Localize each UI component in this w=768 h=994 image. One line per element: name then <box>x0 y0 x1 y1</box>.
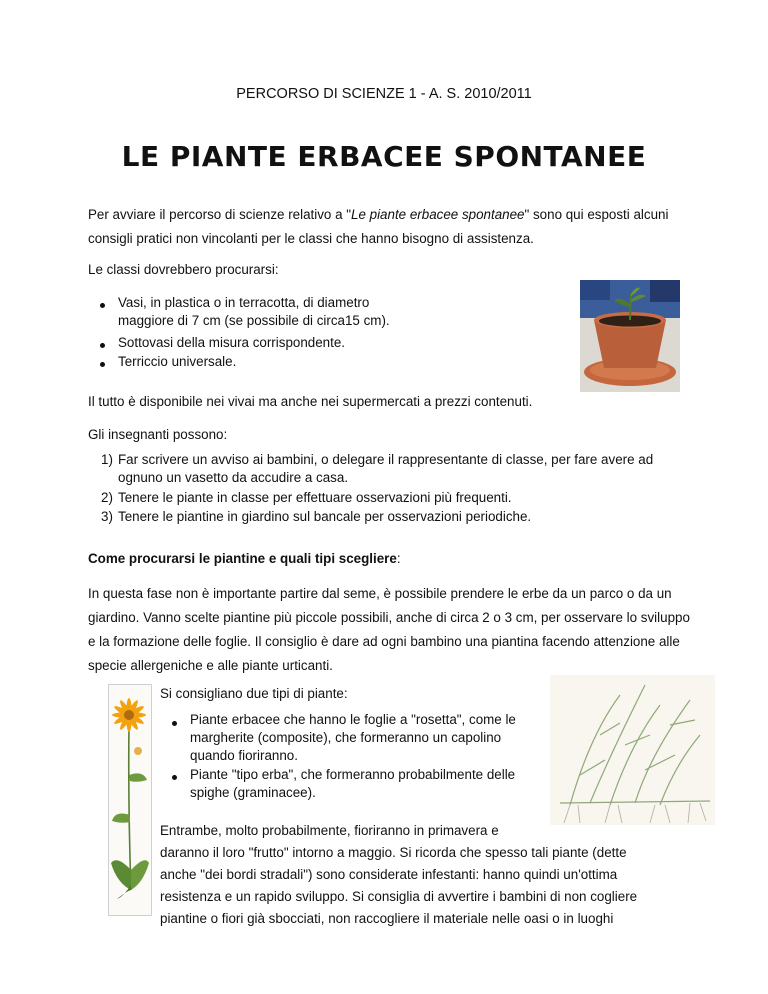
intro-paragraph <box>88 203 688 251</box>
document-title: LE PIANTE ERBACEE SPONTANEE <box>121 140 647 173</box>
closing-line: piantine o fiori già sbocciati, non raccogliere il materiale nelle oasi o in luoghi <box>160 911 614 926</box>
bullet-icon <box>172 721 177 726</box>
suggest-label: Si consigliano due tipi di piante: <box>160 686 348 701</box>
section-paragraph: In questa fase non è importante partire dal seme, è possibile prendere le erbe da un parco o da un giardino. Vanno scelte piantine più piccole possibili, anche di circa 2 o 3 cm, per osservare lo sviluppo e la formazione delle foglie. Il consiglio è dare ad ogni bambino una piantina facendo attenzione alle specie allergeniche e alle piante urticanti. <box>88 586 690 673</box>
potted-plant-photo <box>580 280 680 392</box>
flower-illustration <box>108 684 152 916</box>
intro-text-start: Per avviare il percorso di scienze relativo a " <box>88 207 352 222</box>
course-header: PERCORSO DI SCIENZE 1 - A. S. 2010/2011 <box>236 86 532 102</box>
closing-line: Entrambe, molto probabilmente, fioriranno in primavera e <box>160 823 499 838</box>
classes-label: Le classi dovrebbero procurarsi: <box>88 262 279 277</box>
intro-text-end: " sono qui esposti alcuni consigli pratici non vincolanti per le classi che hanno bisogno di assistenza. <box>88 207 669 246</box>
closing-line: resistenza e un rapido sviluppo. Si consiglia di avvertire i bambini di non cogliere <box>160 889 638 904</box>
bullet-icon <box>100 303 105 308</box>
bullet-icon <box>172 775 177 780</box>
intro-emphasis: Le piante erbacee spontanee <box>351 207 525 222</box>
bullet-icon <box>100 362 105 367</box>
closing-line: anche "dei bordi stradali") sono considerate infestanti: hanno quindi un'ottima <box>160 867 618 882</box>
section-heading-text: Come procurarsi le piantine e quali tipi scegliere <box>88 551 397 566</box>
grass-illustration <box>550 675 715 825</box>
availability-text: Il tutto è disponibile nei vivai ma anche nei supermercati a prezzi contenuti. <box>88 394 533 409</box>
bullet-icon <box>100 343 105 348</box>
document-page: PERCORSO DI SCIENZE 1 - A. S. 2010/2011 LE PIANTE ERBACEE SPONTANEE Per avviare il percorso di scienze relativo a "Le piante erbacee spontanee" sono qui esposti alcuni consigli pratici non vincolanti per le classi che hanno bisogno di assistenza. Le classi dovrebbero procurarsi: Vasi, in plastica o in terracotta, di diametro maggiore di 7 cm (se possibile di circa15 cm). Sottovasi della misura corrispondente. Terriccio universale. Il tutto è disponibile nei vivai ma anche nei supermercati a prezzi contenuti. Gli insegnanti possono: 1) Far scrivere un avviso ai bambini, o delegare il rappresentante di classe, per fare avere ad ognuno un vasetto da accudire a casa. 2) Tenere le piante in classe per effettuare osservazioni più frequenti. 3) Tenere le piantine in giardino sul bancale per osservazioni periodiche. Come procurarsi le piantine e quali tipi scegliere: In questa fase non è importante partire dal seme, è possibile prendere le erbe da un parco o da un giardino. Vanno scelte piantine più piccole possibili, anche di circa 2 o 3 cm, per osservare lo sviluppo e la formazione delle foglie. Il consiglio è dare ad ogni bambino una piantina facendo attenzione alle specie allergeniche e alle piante urticanti. Si consigliano due tipi di piante: Piante erbacee che hanno le foglie a "rosetta", come le margherite (composite), che formeranno un capolino quando fioriranno. Piante "tipo erba", che formeranno probabilmente delle spighe (graminacee). Entrambe, molto probabilmente, fioriranno in primavera e daranno il loro "frutto" intorno a maggio. Si ricorda che spesso tali piante (dette anche "dei bordi stradali") sono considerate infestanti: hanno quindi un'ottima resistenza e un rapido sviluppo. Si consiglia di avvertire i bambini di non cogliere piantine o fiori già sbocciati, non raccogliere il materiale nelle oasi o in luoghi <box>0 0 768 994</box>
section-heading: Come procurarsi le piantine e quali tipi scegliere: <box>88 551 401 566</box>
closing-line: daranno il loro "frutto" intorno a maggio. Si ricorda che spesso tali piante (dette <box>160 845 627 860</box>
teachers-label: Gli insegnanti possono: <box>88 427 228 442</box>
